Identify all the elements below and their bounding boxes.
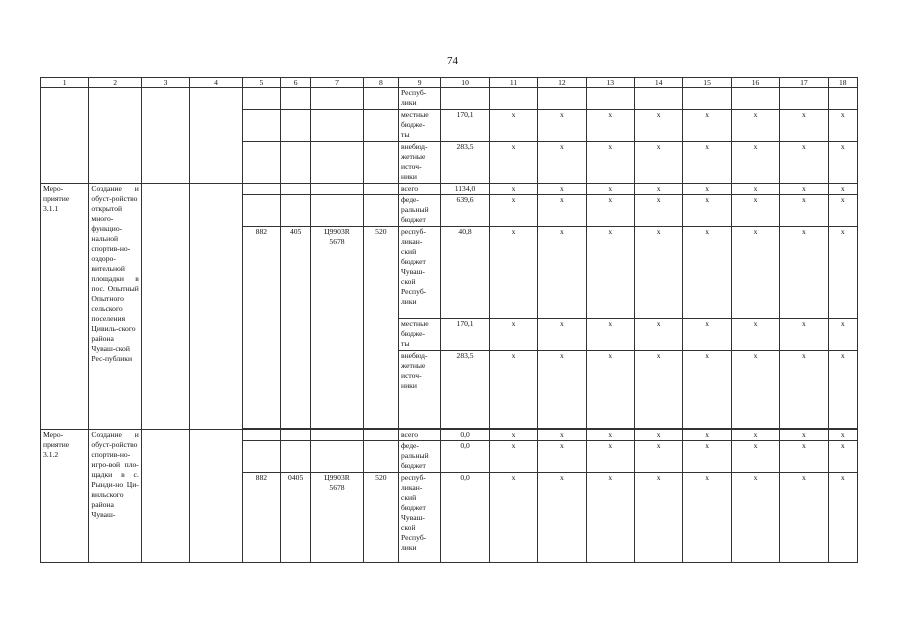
x-cell: х [586,184,634,195]
x-cell: х [828,184,857,195]
x-cell: х [731,441,779,473]
x-cell: х [634,473,682,563]
table-row [41,88,858,110]
code-cell: Ц9903R 5678 [311,473,363,563]
funding-source: внебюд- жетные источ- ники [399,142,441,184]
code-cell: Ц9903R 5678 [311,227,363,429]
x-cell: х [634,319,682,351]
x-cell: х [780,319,828,351]
column-number: 2 [89,78,141,88]
x-cell: х [780,227,828,319]
code-cell: 0405 [281,473,311,563]
x-cell: х [538,142,586,184]
x-cell: х [538,110,586,142]
x-cell: х [489,351,537,429]
x-cell: х [489,430,537,441]
x-cell: х [538,351,586,429]
x-cell: х [489,142,537,184]
x-cell: х [489,110,537,142]
activity-label: Меро- приятие 3.1.1 [41,184,89,430]
x-cell: х [634,441,682,473]
amount-cell: 0,0 [441,430,489,441]
x-cell: х [828,351,857,429]
column-number: 3 [141,78,189,88]
amount-cell: 170,1 [441,110,489,142]
x-cell: х [731,319,779,351]
x-cell: х [683,227,731,319]
code-cell: 882 [242,473,280,563]
column-number: 8 [363,78,398,88]
x-cell: х [780,430,828,441]
x-cell: х [683,319,731,351]
x-cell: х [489,195,537,227]
x-cell: х [538,184,586,195]
x-cell: х [780,195,828,227]
x-cell: х [683,110,731,142]
x-cell: х [683,195,731,227]
x-cell: х [489,441,537,473]
x-cell: х [731,195,779,227]
x-cell: х [634,430,682,441]
activity-description: Создание и обуст-ройство спортив-но-игро-вой пло-щадки в с. Рынди-но Ци-вильского района Чуваш- [89,430,141,563]
x-cell: х [780,110,828,142]
x-cell: х [683,184,731,195]
x-cell: х [586,142,634,184]
x-cell: х [731,142,779,184]
x-cell: х [489,227,537,319]
x-cell: х [586,110,634,142]
x-cell: х [538,441,586,473]
column-number: 17 [780,78,828,88]
x-cell: х [780,473,828,563]
column-number: 16 [731,78,779,88]
x-cell: х [828,319,857,351]
x-cell: х [731,184,779,195]
amount-cell: 1134,0 [441,184,489,195]
column-number: 7 [311,78,363,88]
x-cell: х [828,195,857,227]
x-cell: х [780,184,828,195]
amount-cell: 283,5 [441,142,489,184]
x-cell: х [828,430,857,441]
budget-table [40,77,858,563]
amount-cell: 170,1 [441,319,489,351]
x-cell: х [828,227,857,319]
x-cell: х [731,430,779,441]
amount-cell: 0,0 [441,473,489,563]
x-cell: х [489,184,537,195]
x-cell: х [634,142,682,184]
x-cell: х [634,227,682,319]
amount-cell: 40,8 [441,227,489,319]
column-numbers-row [41,78,858,88]
x-cell: х [634,184,682,195]
column-number: 18 [828,78,857,88]
x-cell: х [828,473,857,563]
code-cell: 520 [363,227,398,429]
funding-source: Респуб- лики [399,88,441,110]
funding-source: респуб- ликан- ский бюджет Чуваш- ской Респуб- лики [399,227,441,319]
column-number: 9 [399,78,441,88]
activity-description: Создание и обуст-ройство открытой много-функцио-нальной спортив-но-оздоро-вительной площадки в пос. Опытный Опытного сельского поселения Цивиль-ского района Чуваш-ской Рес-публики [89,184,141,430]
x-cell: х [780,441,828,473]
x-cell: х [683,473,731,563]
funding-source: респуб- ликан- ский бюджет Чуваш- ской Респуб- лики [399,473,441,563]
column-number: 4 [190,78,242,88]
column-number: 1 [41,78,89,88]
x-cell: х [489,473,537,563]
x-cell: х [634,351,682,429]
table-row [41,184,858,195]
x-cell: х [586,351,634,429]
x-cell: х [780,351,828,429]
code-cell: 520 [363,473,398,563]
column-number: 13 [586,78,634,88]
amount-cell: 639,6 [441,195,489,227]
amount-cell: 283,5 [441,351,489,429]
code-cell: 882 [242,227,280,429]
funding-source: местные бюдже- ты [399,110,441,142]
column-number: 6 [281,78,311,88]
x-cell: х [683,351,731,429]
funding-source: всего [399,430,441,441]
funding-source: всего [399,184,441,195]
x-cell: х [780,142,828,184]
x-cell: х [731,227,779,319]
x-cell: х [731,473,779,563]
column-number: 12 [538,78,586,88]
x-cell: х [489,319,537,351]
x-cell: х [538,319,586,351]
x-cell: х [586,473,634,563]
x-cell: х [538,430,586,441]
column-number: 11 [489,78,537,88]
x-cell: х [828,110,857,142]
code-cell: 405 [281,227,311,429]
x-cell: х [683,430,731,441]
funding-source: феде- ральный бюджет [399,195,441,227]
funding-source: феде- ральный бюджет [399,441,441,473]
column-number: 5 [242,78,280,88]
column-number: 10 [441,78,489,88]
page-number: 74 [447,55,458,67]
table-row [41,430,858,441]
x-cell: х [586,430,634,441]
x-cell: х [731,110,779,142]
x-cell: х [538,227,586,319]
funding-source: внебюд- жетные источ- ники [399,351,441,429]
x-cell: х [586,319,634,351]
x-cell: х [731,351,779,429]
x-cell: х [538,195,586,227]
x-cell: х [586,195,634,227]
x-cell: х [683,441,731,473]
activity-label: Меро- приятие 3.1.2 [41,430,89,563]
x-cell: х [586,441,634,473]
funding-source: местные бюдже- ты [399,319,441,351]
x-cell: х [634,195,682,227]
x-cell: х [828,142,857,184]
x-cell: х [828,441,857,473]
x-cell: х [586,227,634,319]
x-cell: х [538,473,586,563]
x-cell: х [634,110,682,142]
column-number: 14 [634,78,682,88]
x-cell: х [683,142,731,184]
amount-cell: 0,0 [441,441,489,473]
column-number: 15 [683,78,731,88]
